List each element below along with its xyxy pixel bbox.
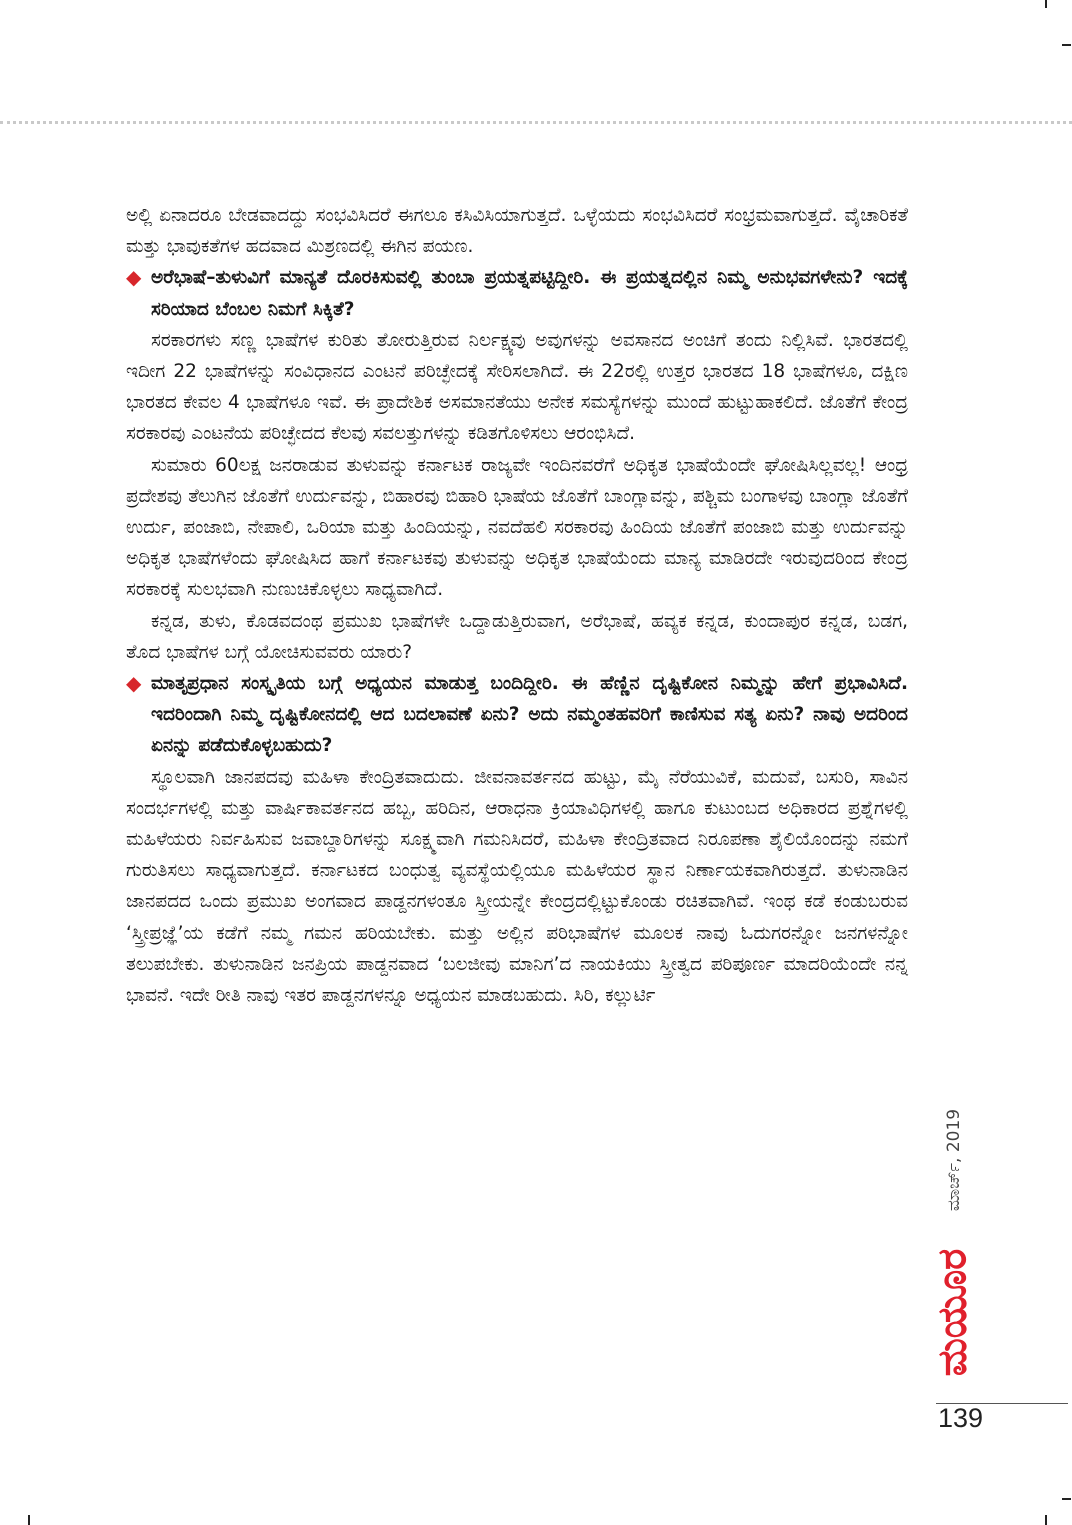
crop-mark	[1062, 1498, 1071, 1500]
header-dotted-rule	[0, 121, 1072, 124]
issue-date-text: ಮಾರ್ಚ್, 2019	[944, 1108, 965, 1212]
page-number: 139	[938, 1403, 984, 1433]
crop-mark	[28, 1515, 30, 1525]
diamond-bullet-icon: ◆	[126, 265, 142, 290]
question	[126, 668, 908, 762]
magazine-logo-text: ಮಯೂರ	[928, 1248, 976, 1377]
question	[126, 262, 908, 324]
crop-mark	[1045, 1515, 1047, 1525]
paragraph: ಅಲ್ಲಿ ಏನಾದರೂ ಬೇಡವಾದದ್ದು ಸಂಭವಿಸಿದರೆ ಈಗಲೂ ಕಸಿವಿಸಿಯಾಗುತ್ತದೆ. ಒಳ್ಳೆಯದು ಸಂಭವಿಸಿದರೆ ಸಂಭ್ರಮವಾಗುತ್ತದೆ. ವೈಚಾರಿಕತೆ ಮತ್ತು ಭಾವುಕತೆಗಳ ಹದವಾದ ಮಿಶ್ರಣದಲ್ಲಿ ಈಗಿನ ಪಯಣ.	[126, 205, 908, 258]
crop-mark	[1045, 0, 1047, 8]
magazine-logo	[928, 1235, 976, 1390]
crop-mark	[1062, 44, 1071, 46]
paragraph: ಕನ್ನಡ, ತುಳು, ಕೊಡವದಂಥ ಪ್ರಮುಖ ಭಾಷೆಗಳೇ ಒದ್ದಾಡುತ್ತಿರುವಾಗ, ಅರೆಭಾಷೆ, ಹವ್ಯಕ ಕನ್ನಡ, ಕುಂದಾಪುರ ಕನ್ನಡ, ಬಡಗ, ತೊದ ಭಾಷೆಗಳ ಬಗ್ಗೆ ಯೋಚಿಸುವವರು ಯಾರು?	[126, 610, 908, 663]
diamond-bullet-icon: ◆	[126, 671, 142, 696]
paragraph: ಸ್ಥೂಲವಾಗಿ ಜಾನಪದವು ಮಹಿಳಾ ಕೇಂದ್ರಿತವಾದುದು. ಜೀವನಾವರ್ತನದ ಹುಟ್ಟು, ಮೈ ನೆರೆಯುವಿಕೆ, ಮದುವೆ, ಬಸುರಿ, ಸಾವಿನ ಸಂದರ್ಭಗಳಲ್ಲಿ ಮತ್ತು ವಾರ್ಷಿಕಾವರ್ತನದ ಹಬ್ಬ, ಹರಿದಿನ, ಆರಾಧನಾ ಕ್ರಿಯಾವಿಧಿಗಳಲ್ಲಿ ಹಾಗೂ ಕುಟುಂಬದ ಅಧಿಕಾರದ ಪ್ರಶ್ನೆಗಳಲ್ಲಿ ಮಹಿಳೆಯರು ನಿರ್ವಹಿಸುವ ಜವಾಬ್ದಾರಿಗಳನ್ನು ಸೂಕ್ಷ್ಮವಾಗಿ ಗಮನಿಸಿದರೆ, ಮಹಿಳಾ ಕೇಂದ್ರಿತವಾದ ನಿರೂಪಣಾ ಶೈಲಿಯೊಂದನ್ನು ನಮಗೆ ಗುರುತಿಸಲು ಸಾಧ್ಯವಾಗುತ್ತದೆ. ಕರ್ನಾಟಕದ ಬಂಧುತ್ವ ವ್ಯವಸ್ಥೆಯಲ್ಲಿಯೂ ಮಹಿಳೆಯರ ಸ್ಥಾನ ನಿರ್ಣಾಯಕವಾಗಿರುತ್ತದೆ. ತುಳುನಾಡಿನ ಜಾನಪದದ ಒಂದು ಪ್ರಮುಖ ಅಂಗವಾದ ಪಾಡ್ದನಗಳಂತೂ ಸ್ತ್ರೀಯನ್ನೇ ಕೇಂದ್ರದಲ್ಲಿಟ್ಟುಕೊಂಡು ರಚಿತವಾಗಿವೆ. ಇಂಥ ಕಡೆ ಕಂಡುಬರುವ ‘ಸ್ತ್ರೀಪ್ರಜ್ಞೆ’ಯ ಕಡೆಗೆ ನಮ್ಮ ಗಮನ ಹರಿಯಬೇಕು. ಮತ್ತು ಅಲ್ಲಿನ ಪರಿಭಾಷೆಗಳ ಮೂಲಕ ನಾವು ಓದುಗರನ್ನೋ ಜನಗಳನ್ನೋ ತಲುಪಬೇಕು. ತುಳುನಾಡಿನ ಜನಪ್ರಿಯ ಪಾಡ್ದನವಾದ ‘ಬಲಜೀವು ಮಾನಿಗ’ದ ನಾಯಕಿಯು ಸ್ತ್ರೀತ್ವದ ಪರಿಪೂರ್ಣ ಮಾದರಿಯೆಂದೇ ನನ್ನ ಭಾವನೆ. ಇದೇ ರೀತಿ ನಾವು ಇತರ ಪಾಡ್ದನಗಳನ್ನೂ ಅಧ್ಯಯನ ಮಾಡಬಹುದು. ಸಿರಿ, ಕಲ್ಲುರ್ಟಿ	[126, 766, 908, 1007]
paragraph: ಸುಮಾರು 60ಲಕ್ಷ ಜನರಾಡುವ ತುಳುವನ್ನು ಕರ್ನಾಟಕ ರಾಜ್ಯವೇ ಇಂದಿನವರೆಗೆ ಅಧಿಕೃತ ಭಾಷೆಯೆಂದೇ ಘೋಷಿಸಿಲ್ಲವಲ್ಲ! ಆಂಧ್ರ ಪ್ರದೇಶವು ತೆಲುಗಿನ ಜೊತೆಗೆ ಉರ್ದುವನ್ನು, ಬಿಹಾರವು ಬಿಹಾರಿ ಭಾಷೆಯ ಜೊತೆಗೆ ಬಾಂಗ್ಲಾವನ್ನು, ಪಶ್ಚಿಮ ಬಂಗಾಳವು ಬಾಂಗ್ಲಾ ಜೊತೆಗೆ ಉರ್ದು, ಪಂಜಾಬಿ, ನೇಪಾಲಿ, ಒರಿಯಾ ಮತ್ತು ಹಿಂದಿಯನ್ನು, ನವದೆಹಲಿ ಸರಕಾರವು ಹಿಂದಿಯ ಜೊತೆಗೆ ಪಂಜಾಬಿ ಮತ್ತು ಉರ್ದುವನ್ನು ಅಧಿಕೃತ ಭಾಷೆಗಳೆಂದು ಘೋಷಿಸಿದ ಹಾಗೆ ಕರ್ನಾಟಕವು ತುಳುವನ್ನು ಅಧಿಕೃತ ಭಾಷೆಯೆಂದು ಮಾನ್ಯ ಮಾಡಿರದೇ ಇರುವುದರಿಂದ ಕೇಂದ್ರ ಸರಕಾರಕ್ಕೆ ಸುಲಭವಾಗಿ ನುಣುಚಿಕೊಳ್ಳಲು ಸಾಧ್ಯವಾಗಿದೆ.	[126, 454, 908, 601]
article-body	[126, 200, 908, 1011]
question-text: ಮಾತೃಪ್ರಧಾನ ಸಂಸ್ಕೃತಿಯ ಬಗ್ಗೆ ಅಧ್ಯಯನ ಮಾಡುತ್ತ ಬಂದಿದ್ದೀರಿ. ಈ ಹೆಣ್ಣಿನ ದೃಷ್ಟಿಕೋನ ನಿಮ್ಮನ್ನು ಹೇಗೆ ಪ್ರಭಾವಿಸಿದೆ. ಇದರಿಂದಾಗಿ ನಿಮ್ಮ ದೃಷ್ಟಿಕೋನದಲ್ಲಿ ಆದ ಬದಲಾವಣೆ ಏನು? ಅದು ನಮ್ಮಂತಹವರಿಗೆ ಕಾಣಿಸುವ ಸತ್ಯ ಏನು? ನಾವು ಅದರಿಂದ ಏನನ್ನು ಪಡೆದುಕೊಳ್ಳಬಹುದು?	[151, 673, 908, 757]
question-text: ಅರೆಭಾಷೆ–ತುಳುವಿಗೆ ಮಾನ್ಯತೆ ದೊರಕಿಸುವಲ್ಲಿ ತುಂಬಾ ಪ್ರಯತ್ನಪಟ್ಟಿದ್ದೀರಿ. ಈ ಪ್ರಯತ್ನದಲ್ಲಿನ ನಿಮ್ಮ ಅನುಭವಗಳೇನು? ಇದಕ್ಕೆ ಸರಿಯಾದ ಬೆಂಬಲ ನಿಮಗೆ ಸಿಕ್ಕಿತೆ?	[151, 267, 908, 320]
paragraph: ಸರಕಾರಗಳು ಸಣ್ಣ ಭಾಷೆಗಳ ಕುರಿತು ತೋರುತ್ತಿರುವ ನಿರ್ಲಕ್ಷ್ಯವು ಅವುಗಳನ್ನು ಅವಸಾನದ ಅಂಚಿಗೆ ತಂದು ನಿಲ್ಲಿಸಿವೆ. ಭಾರತದಲ್ಲಿ ಇದೀಗ 22 ಭಾಷೆಗಳನ್ನು ಸಂವಿಧಾನದ ಎಂಟನೆ ಪರಿಚ್ಛೇದಕ್ಕೆ ಸೇರಿಸಲಾಗಿದೆ. ಈ 22ರಲ್ಲಿ ಉತ್ತರ ಭಾರತದ 18 ಭಾಷೆಗಳೂ, ದಕ್ಷಿಣ ಭಾರತದ ಕೇವಲ 4 ಭಾಷೆಗಳೂ ಇವೆ. ಈ ಪ್ರಾದೇಶಿಕ ಅಸಮಾನತೆಯು ಅನೇಕ ಸಮಸ್ಯೆಗಳನ್ನು ಮುಂದೆ ಹುಟ್ಟುಹಾಕಲಿದೆ. ಜೊತೆಗೆ ಕೇಂದ್ರ ಸರಕಾರವು ಎಂಟನೆಯ ಪರಿಚ್ಛೇದದ ಕೆಲವು ಸವಲತ್ತುಗಳನ್ನು ಕಡಿತಗೊಳಿಸಲು ಆರಂಭಿಸಿದೆ.	[126, 329, 908, 445]
issue-date	[937, 1090, 971, 1230]
